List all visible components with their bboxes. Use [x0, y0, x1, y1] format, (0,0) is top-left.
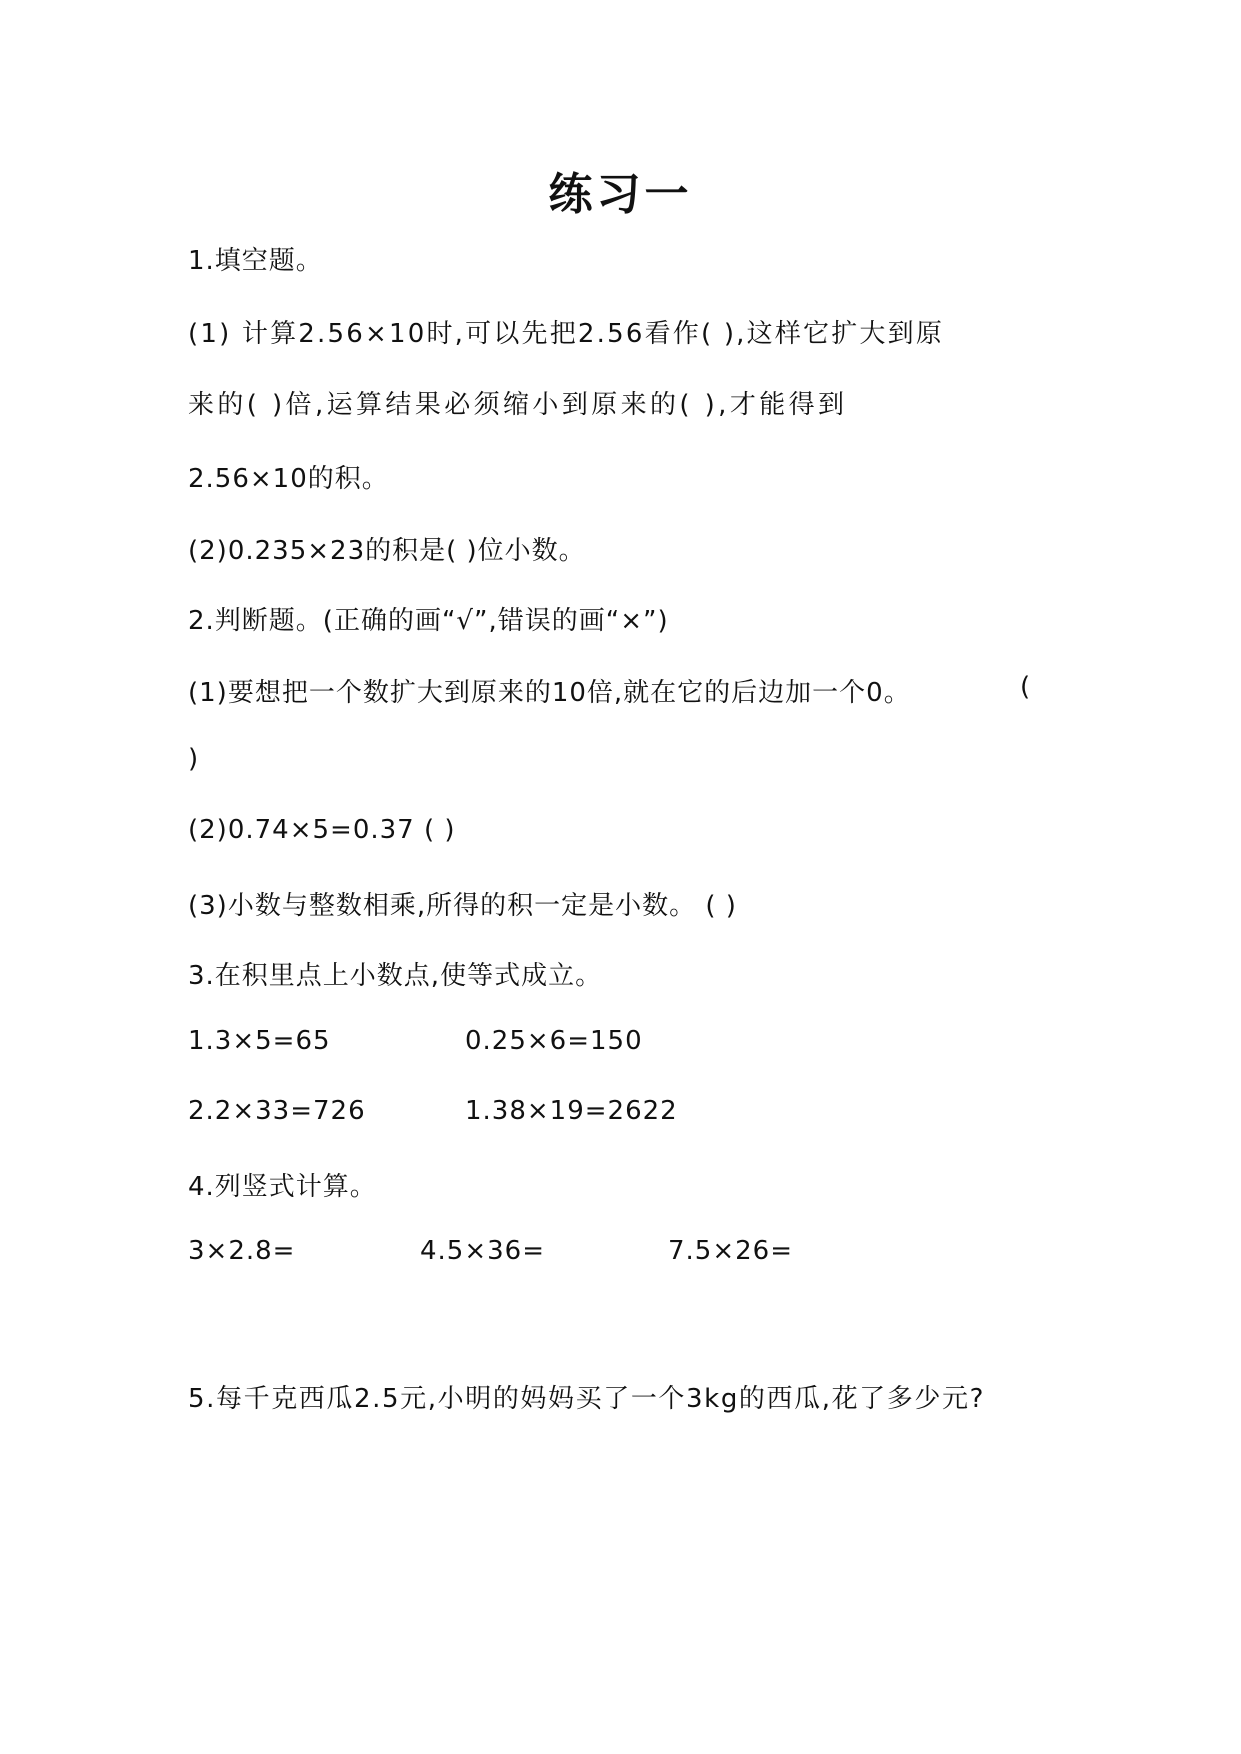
q2-heading: 2.判断题。(正确的画“√”,错误的画“×”): [188, 606, 669, 636]
q2-p1-answer-open: (: [1020, 672, 1032, 702]
q1-p1-line2: 来的( )倍,运算结果必须缩小到原来的( ),才能得到: [188, 390, 848, 420]
q3-eq-4: 1.38×19=2622: [465, 1096, 678, 1126]
q2-p2: (2)0.74×5=0.37 ( ): [188, 815, 456, 845]
q3-eq-2: 0.25×6=150: [465, 1026, 643, 1056]
q1-p2: (2)0.235×23的积是( )位小数。: [188, 536, 586, 566]
q4-item-1: 3×2.8=: [188, 1236, 296, 1266]
q1-p1-line1: (1) 计算2.56×10时,可以先把2.56看作( ),这样它扩大到原: [188, 319, 945, 349]
q4-item-2: 4.5×36=: [420, 1236, 546, 1266]
q2-p1-answer-close: ): [188, 744, 200, 774]
q3-heading: 3.在积里点上小数点,使等式成立。: [188, 961, 603, 991]
q1-p1-line3: 2.56×10的积。: [188, 464, 389, 494]
q3-eq-1: 1.3×5=65: [188, 1026, 331, 1056]
q1-heading: 1.填空题。: [188, 246, 323, 276]
page-title: 练习一: [548, 169, 693, 220]
q4-heading: 4.列竖式计算。: [188, 1172, 377, 1202]
q2-p3: (3)小数与整数相乘,所得的积一定是小数。 ( ): [188, 891, 737, 921]
q3-eq-3: 2.2×33=726: [188, 1096, 366, 1126]
q4-item-3: 7.5×26=: [668, 1236, 794, 1266]
q5-text: 5.每千克西瓜2.5元,小明的妈妈买了一个3kg的西瓜,花了多少元?: [188, 1384, 985, 1414]
q2-p1-line1: (1)要想把一个数扩大到原来的10倍,就在它的后边加一个0。: [188, 678, 911, 708]
